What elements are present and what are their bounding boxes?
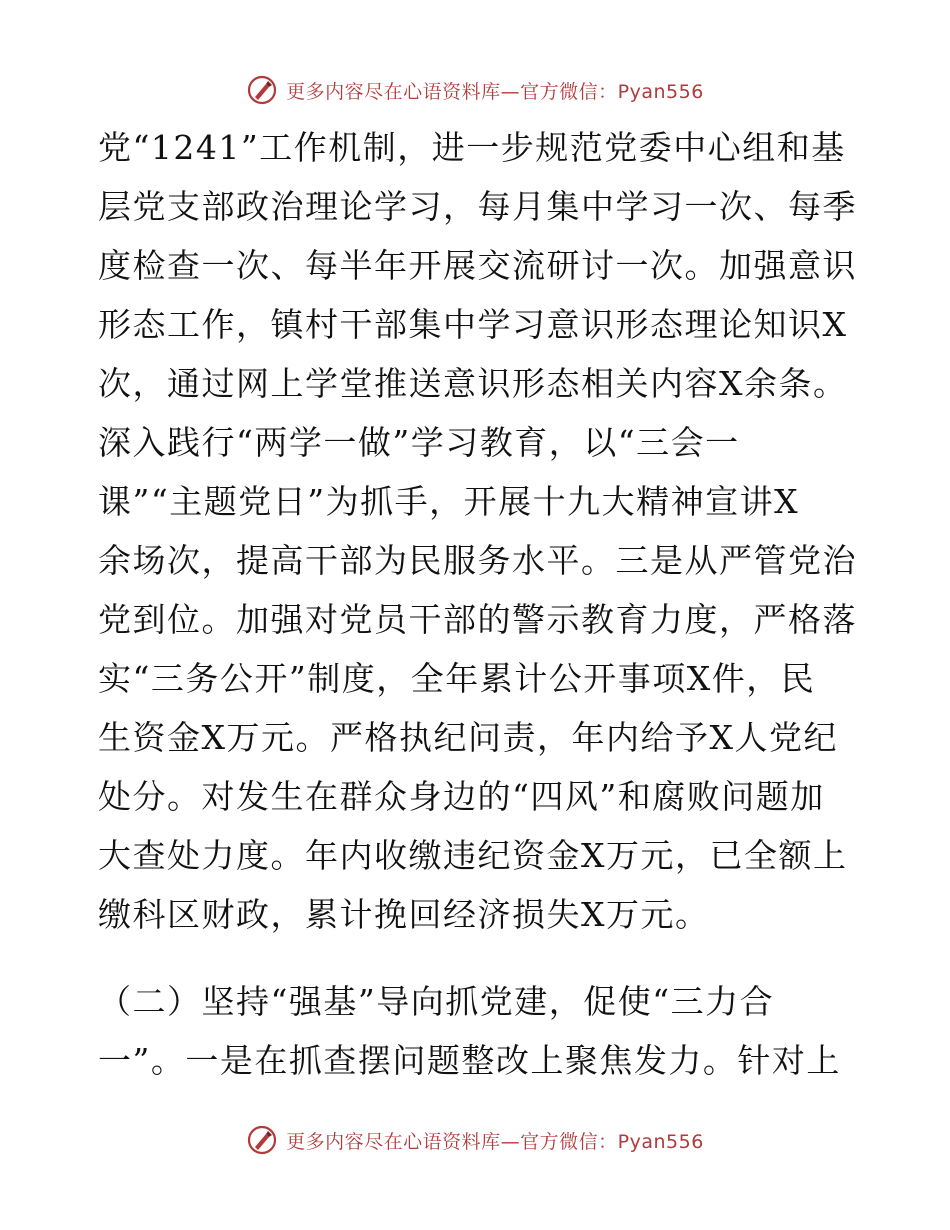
document-body xyxy=(98,118,858,1090)
body-line: 层党支部政治理论学习，每月集中学习一次、每季 xyxy=(98,187,857,226)
body-line: 生资金X万元。严格执纪问责，年内给予X人党纪 xyxy=(98,718,838,757)
section-body-line: 一”。一是在抓查摆问题整改上聚焦发力。针对上 xyxy=(98,1041,841,1080)
body-line: 课”“主题党日”为抓手，开展十九大精神宣讲X xyxy=(98,482,800,521)
body-line: 大查处力度。年内收缴违纪资金X万元，已全额上 xyxy=(98,836,848,875)
section-heading-line: （二）坚持“强基”导向抓党建，促使“三力合 xyxy=(98,982,775,1021)
pen-logo-icon xyxy=(246,74,278,106)
body-line: 形态工作，镇村干部集中学习意识形态理论知识X xyxy=(98,305,848,344)
watermark-header xyxy=(0,70,950,110)
body-line: 次，通过网上学堂推送意识形态相关内容X余条。 xyxy=(98,364,848,403)
watermark-text: 更多内容尽在心语资料库—官方微信：Pyan556 xyxy=(286,80,704,103)
body-line: 党“1241”工作机制，进一步规范党委中心组和基 xyxy=(98,128,846,167)
paragraph-gap xyxy=(98,944,858,972)
body-line: 实“三务公开”制度，全年累计公开事项X件，民 xyxy=(98,659,816,698)
pen-logo-icon xyxy=(246,1124,278,1156)
body-line: 度检查一次、每半年开展交流研讨一次。加强意识 xyxy=(98,246,857,285)
body-line: 深入践行“两学一做”学习教育，以“三会一 xyxy=(98,423,740,462)
watermark-text: 更多内容尽在心语资料库—官方微信：Pyan556 xyxy=(286,1130,704,1153)
body-line: 缴科区财政，累计挽回经济损失X万元。 xyxy=(98,895,710,934)
body-line: 党到位。加强对党员干部的警示教育力度，严格落 xyxy=(98,600,857,639)
body-line: 处分。对发生在群众身边的“四风”和腐败问题加 xyxy=(98,777,825,816)
body-line: 余场次，提高干部为民服务水平。三是从严管党治 xyxy=(98,541,857,580)
watermark-footer xyxy=(0,1120,950,1160)
